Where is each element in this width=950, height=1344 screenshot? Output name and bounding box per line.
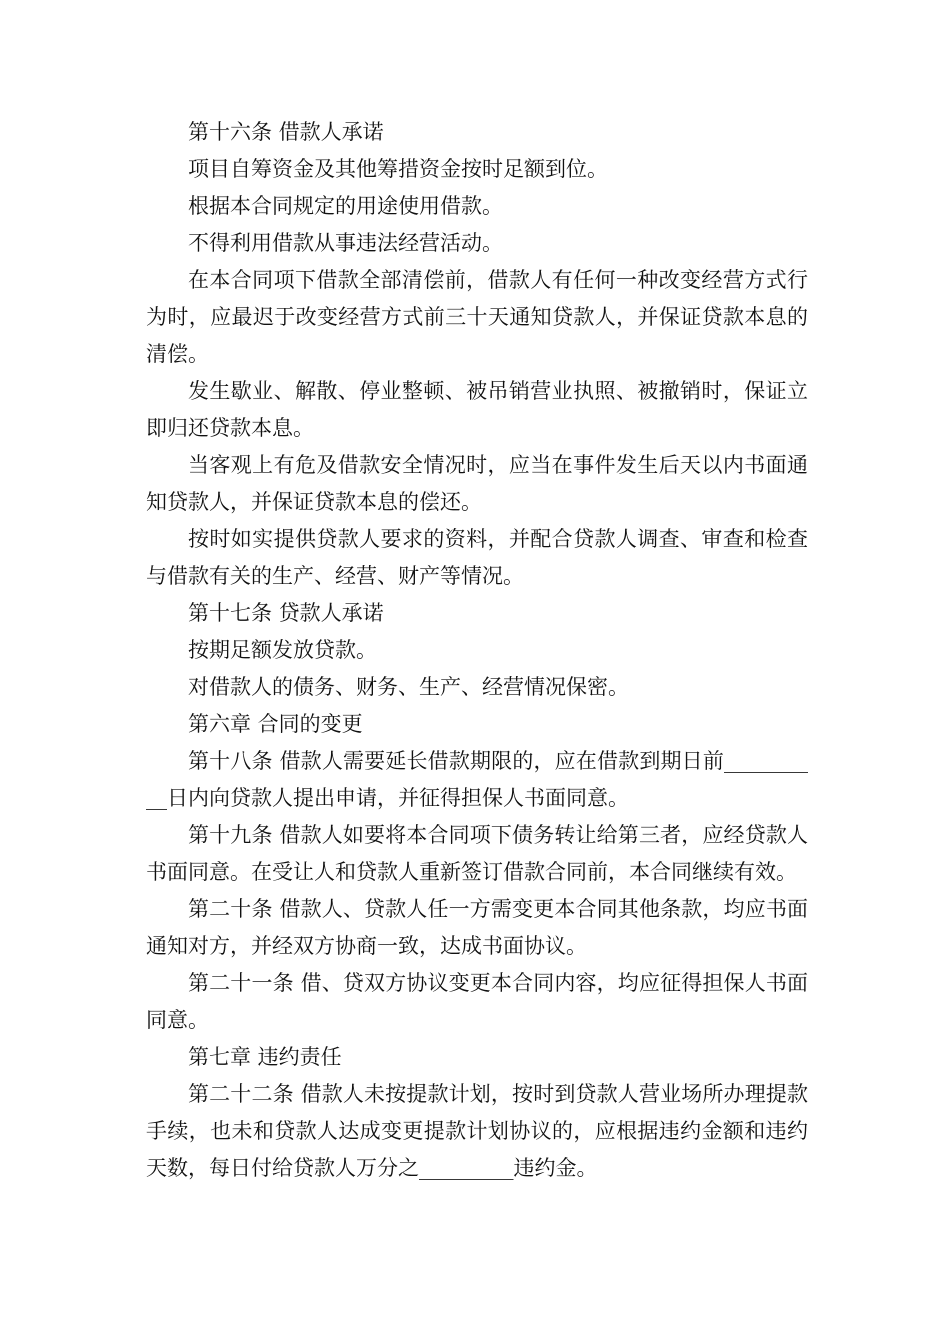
chapter-7-heading: 第七章 违约责任 xyxy=(188,1045,342,1069)
article-21-paragraph: 第二十一条 借、贷双方协议变更本合同内容，均应征得担保人书面同意。 xyxy=(146,971,808,1032)
paragraph: 对借款人的债务、财务、生产、经营情况保密。 xyxy=(188,675,629,699)
paragraph: 按期足额发放贷款。 xyxy=(188,638,377,662)
paragraph: 发生歇业、解散、停业整顿、被吊销营业执照、被撤销时，保证立即归还贷款本息。 xyxy=(146,379,808,440)
paragraph: 当客观上有危及借款安全情况时，应当在事件发生后天以内书面通知贷款人，并保证贷款本息的偿还。 xyxy=(146,453,808,514)
article-16-heading: 第十六条 借款人承诺 xyxy=(188,120,384,144)
document-body xyxy=(146,114,808,1187)
article-22-paragraph: 第二十二条 借款人未按提款计划，按时到贷款人营业场所办理提款手续，也未和贷款人达成变更提款计划协议的，应根据违约金额和违约天数，每日付给贷款人万分之_________违约金。 xyxy=(146,1082,808,1180)
article-18-paragraph: 第十八条 借款人需要延长借款期限的，应在借款到期日前__________日内向贷款人提出申请，并征得担保人书面同意。 xyxy=(146,749,808,810)
paragraph: 根据本合同规定的用途使用借款。 xyxy=(188,194,503,218)
paragraph: 不得利用借款从事违法经营活动。 xyxy=(188,231,503,255)
paragraph: 项目自筹资金及其他筹措资金按时足额到位。 xyxy=(188,157,608,181)
chapter-6-heading: 第六章 合同的变更 xyxy=(188,712,363,736)
article-20-paragraph: 第二十条 借款人、贷款人任一方需变更本合同其他条款，均应书面通知对方，并经双方协商一致，达成书面协议。 xyxy=(146,897,808,958)
article-17-heading: 第十七条 贷款人承诺 xyxy=(188,601,384,625)
paragraph: 在本合同项下借款全部清偿前，借款人有任何一种改变经营方式行为时，应最迟于改变经营方式前三十天通知贷款人，并保证贷款本息的清偿。 xyxy=(146,268,808,366)
paragraph: 按时如实提供贷款人要求的资料，并配合贷款人调查、审查和检查与借款有关的生产、经营、财产等情况。 xyxy=(146,527,808,588)
article-19-paragraph: 第十九条 借款人如要将本合同项下债务转让给第三者，应经贷款人书面同意。在受让人和贷款人重新签订借款合同前，本合同继续有效。 xyxy=(146,823,808,884)
